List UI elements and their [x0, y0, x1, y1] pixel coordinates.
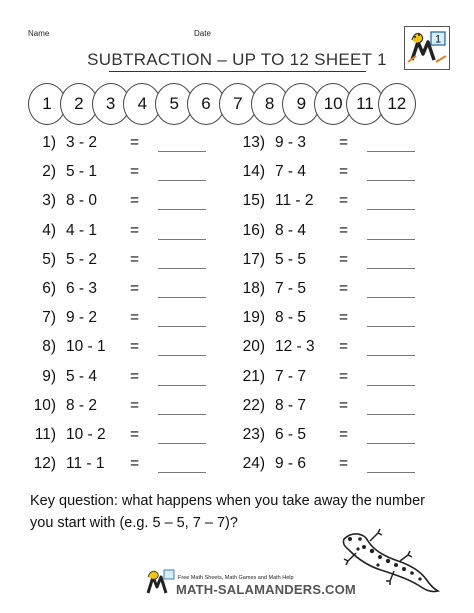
answer-blank[interactable] [367, 355, 415, 356]
problem-expression: 5 - 4 [66, 367, 98, 385]
answer-blank[interactable] [367, 414, 415, 415]
problem-expression: 9 - 3 [275, 134, 307, 151]
equals-sign: = [339, 455, 349, 473]
answer-blank[interactable] [158, 151, 206, 152]
equals-sign: = [130, 309, 140, 327]
equals-sign: = [339, 338, 349, 356]
number-line-bubble: 12 [378, 83, 416, 125]
problem-number: 2) [42, 163, 56, 181]
number-line-bubble: 4 [123, 83, 161, 125]
problem-number: 17) [242, 250, 265, 268]
problem-expression: 12 - 3 [275, 338, 315, 356]
problem-expression: 9 - 2 [66, 309, 98, 327]
problem-item [22, 251, 222, 280]
problem-number: 18) [242, 279, 265, 297]
logo-badge-number: 1 [434, 33, 442, 46]
equals-sign: = [130, 455, 140, 473]
problem-item [22, 455, 222, 484]
equals-sign: = [130, 163, 140, 181]
problem-item [231, 309, 431, 338]
problem-item [22, 309, 222, 338]
problem-number: 5) [42, 250, 56, 268]
number-line-bubble: 10 [314, 83, 352, 125]
answer-blank[interactable] [158, 472, 206, 473]
problem-expression: 3 - 2 [66, 134, 98, 151]
answer-blank[interactable] [367, 297, 415, 298]
number-line-bubble: 11 [346, 83, 384, 125]
answer-blank[interactable] [158, 355, 206, 356]
problem-expression: 5 - 5 [275, 250, 307, 268]
problem-number: 3) [42, 192, 56, 210]
answer-blank[interactable] [367, 443, 415, 444]
problem-item [231, 455, 431, 484]
problem-item [231, 397, 431, 426]
problem-number: 7) [42, 309, 56, 327]
problem-item [22, 368, 222, 397]
problem-expression: 6 - 3 [66, 279, 98, 297]
problem-number: 13) [242, 134, 265, 151]
footer-site[interactable]: MATH-SALAMANDERS.COM [176, 582, 356, 597]
problem-expression: 5 - 2 [66, 250, 98, 268]
problem-expression: 8 - 4 [275, 221, 307, 239]
problem-expression: 4 - 1 [66, 221, 98, 239]
number-line-bubble: 3 [92, 83, 130, 125]
equals-sign: = [339, 192, 349, 210]
answer-blank[interactable] [158, 209, 206, 210]
number-line-bubble: 8 [251, 83, 289, 125]
answer-blank[interactable] [367, 151, 415, 152]
equals-sign: = [130, 192, 140, 210]
problem-expression: 7 - 7 [275, 367, 307, 385]
problem-number: 6) [42, 279, 56, 297]
problem-expression: 8 - 7 [275, 396, 307, 414]
problem-number: 23) [242, 425, 265, 443]
equals-sign: = [130, 250, 140, 268]
page-title: SUBTRACTION – UP TO 12 SHEET 1 [87, 50, 387, 69]
footer-tagline: Free Math Sheets, Math Games and Math Help [178, 575, 294, 581]
answer-blank[interactable] [367, 268, 415, 269]
equals-sign: = [130, 221, 140, 239]
equals-sign: = [339, 396, 349, 414]
problem-item [22, 338, 222, 367]
answer-blank[interactable] [158, 180, 206, 181]
problem-item [231, 134, 431, 163]
problem-number: 11) [34, 425, 56, 443]
problem-expression: 5 - 1 [66, 163, 98, 181]
problem-item [231, 368, 431, 397]
problem-number: 16) [242, 221, 265, 239]
equals-sign: = [130, 396, 140, 414]
problem-number: 22) [242, 396, 265, 414]
problem-item [231, 251, 431, 280]
equals-sign: = [339, 367, 349, 385]
answer-blank[interactable] [158, 414, 206, 415]
problem-expression: 8 - 0 [66, 192, 98, 210]
answer-blank[interactable] [158, 268, 206, 269]
problem-item [22, 280, 222, 309]
problem-item [231, 426, 431, 455]
answer-blank[interactable] [158, 443, 206, 444]
number-line-bubble: 6 [187, 83, 225, 125]
equals-sign: = [130, 134, 140, 151]
number-line [28, 83, 446, 125]
problem-item [231, 338, 431, 367]
problem-number: 15) [242, 192, 265, 210]
problem-number: 14) [242, 163, 265, 181]
problem-item [22, 192, 222, 221]
problem-number: 4) [42, 221, 56, 239]
answer-blank[interactable] [158, 239, 206, 240]
answer-blank[interactable] [158, 326, 206, 327]
number-line-bubble: 1 [28, 83, 66, 125]
problem-number: 8) [42, 338, 56, 356]
key-question: Key question: what happens when you take away the number you start with (e.g. 5 – 5, 7 – 7)? [30, 493, 425, 531]
problems-left-column [22, 134, 222, 484]
problem-number: 21) [242, 367, 265, 385]
problem-number: 9) [42, 367, 56, 385]
problem-expression: 10 - 1 [66, 338, 106, 356]
problem-number: 12) [33, 455, 56, 473]
equals-sign: = [339, 163, 349, 181]
equals-sign: = [339, 221, 349, 239]
problem-expression: 8 - 2 [66, 396, 98, 414]
problem-number: 20) [242, 338, 265, 356]
footer-logo-icon [144, 567, 176, 597]
problem-expression: 6 - 5 [275, 425, 307, 443]
problem-item [231, 280, 431, 309]
number-line-bubble: 7 [219, 83, 257, 125]
date-label: Date [194, 29, 211, 38]
problem-expression: 7 - 5 [275, 279, 307, 297]
answer-blank[interactable] [367, 326, 415, 327]
equals-sign: = [339, 134, 349, 151]
answer-blank[interactable] [367, 209, 415, 210]
equals-sign: = [339, 279, 349, 297]
equals-sign: = [130, 425, 140, 443]
problem-expression: 8 - 5 [275, 309, 307, 327]
problem-item [231, 163, 431, 192]
equals-sign: = [339, 250, 349, 268]
problems-right-column [231, 134, 431, 484]
answer-blank[interactable] [158, 297, 206, 298]
equals-sign: = [339, 425, 349, 443]
number-line-bubble: 5 [155, 83, 193, 125]
number-line-bubble: 2 [60, 83, 98, 125]
name-label: Name [28, 29, 50, 38]
problem-item [22, 134, 222, 163]
problem-number: 24) [242, 455, 265, 473]
problem-number: 10) [33, 396, 56, 414]
answer-blank[interactable] [158, 385, 206, 386]
problem-expression: 7 - 4 [275, 163, 307, 181]
problem-item [231, 222, 431, 251]
problem-expression: 11 - 2 [275, 192, 314, 210]
problem-item [22, 397, 222, 426]
answer-blank[interactable] [367, 239, 415, 240]
problem-item [231, 192, 431, 221]
number-line-bubble: 9 [282, 83, 320, 125]
equals-sign: = [130, 367, 140, 385]
problem-item [22, 426, 222, 455]
title-underline [109, 71, 366, 72]
problem-number: 19) [242, 309, 265, 327]
answer-blank[interactable] [367, 472, 415, 473]
problem-expression: 11 - 1 [66, 455, 105, 473]
problem-number: 1) [42, 134, 56, 151]
equals-sign: = [130, 338, 140, 356]
equals-sign: = [130, 279, 140, 297]
problem-item [22, 163, 222, 192]
equals-sign: = [339, 309, 349, 327]
answer-blank[interactable] [367, 385, 415, 386]
problem-item [22, 222, 222, 251]
problem-expression: 10 - 2 [66, 425, 106, 443]
answer-blank[interactable] [367, 180, 415, 181]
problem-expression: 9 - 6 [275, 455, 307, 473]
